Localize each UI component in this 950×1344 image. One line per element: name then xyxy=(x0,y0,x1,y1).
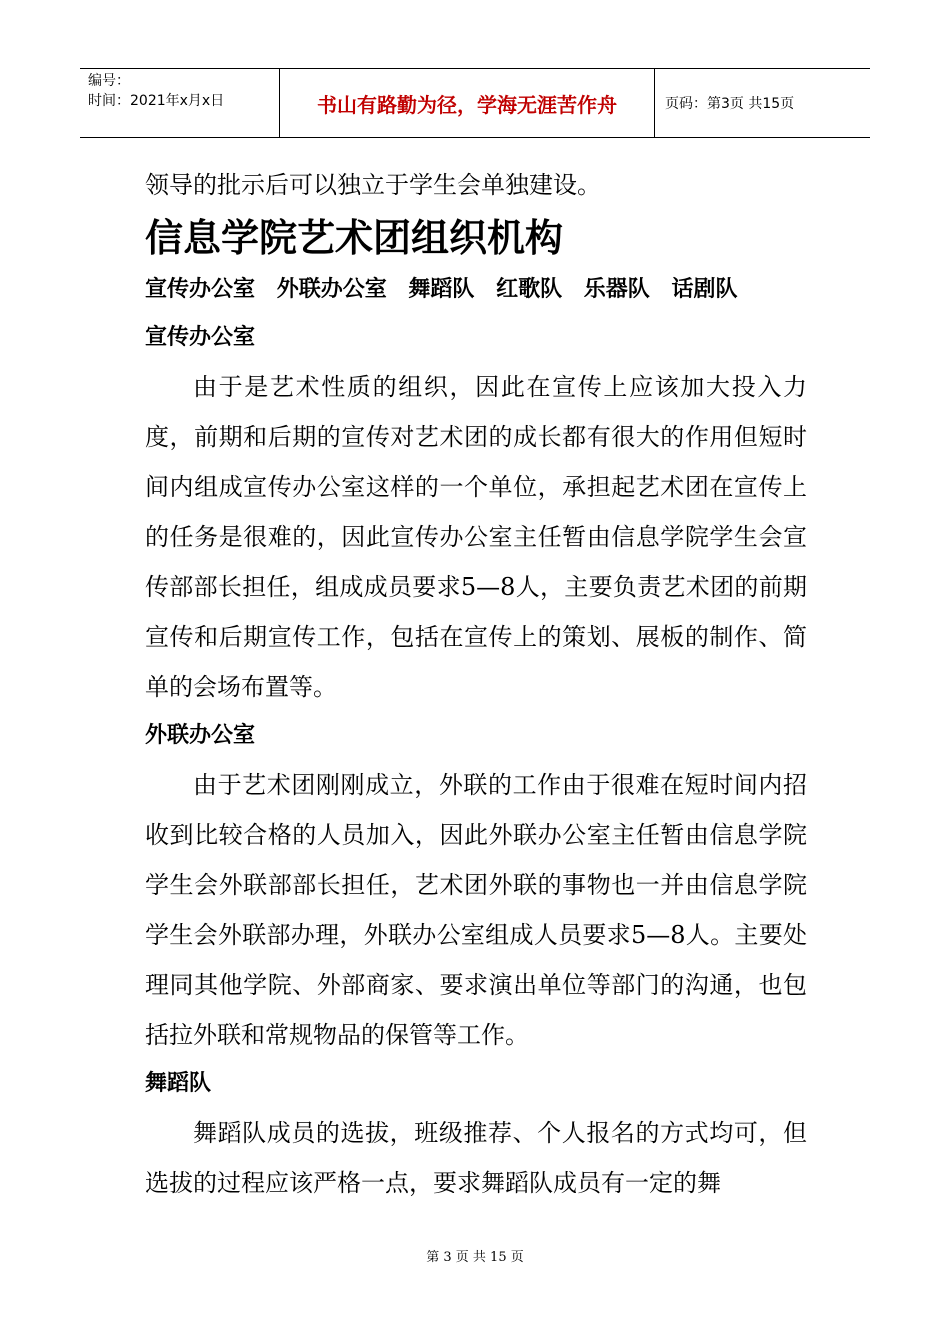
department-list xyxy=(145,266,807,314)
section-text-publicity: 由于是艺术性质的组织，因此在宣传上应该加大投入力度，前期和后期的宣传对艺术团的成长都有很大的作用但短时间内组成宣传办公室这样的一个单位，承担起艺术团在宣传上的任务是很难的，因此宣传办公室主任暂由信息学院学生会宣传部部长担任，组成成员要求5—8人，主要负责艺术团的前期宣传和后期宣传工作，包括在宣传上的策划、展板的制作、简单的会场布置等。 xyxy=(145,373,807,701)
department-item: 宣传办公室 xyxy=(145,277,256,302)
section-text-liaison: 由于艺术团刚刚成立，外联的工作由于很难在短时间内招收到比较合格的人员加入，因此外联办公室主任暂由信息学院学生会外联部部长担任，艺术团外联的事物也一并由信息学院学生会外联部办理，外联办公室组成人员要求5—8人。主要处理同其他学院、外部商家、要求演出单位等部门的沟通，也包括拉外联和常规物品的保管等工作。 xyxy=(145,771,807,1049)
page-title: 信息学院艺术团组织机构 xyxy=(145,216,564,260)
department-item: 话剧队 xyxy=(671,277,738,302)
header-meta xyxy=(80,69,280,137)
header-motto: 书山有路勤为径，学海无涯苦作舟 xyxy=(280,69,655,137)
department-item: 舞蹈队 xyxy=(408,277,475,302)
section-text-dance: 舞蹈队成员的选拔，班级推荐、个人报名的方式均可，但选拔的过程应该严格一点，要求舞蹈队成员有一定的舞 xyxy=(145,1119,807,1197)
section-heading-publicity: 宣传办公室 xyxy=(145,325,256,350)
section-heading-dance: 舞蹈队 xyxy=(145,1071,212,1096)
department-item: 乐器队 xyxy=(583,277,650,302)
header-page-info: 页码：第3页 共15页 xyxy=(665,96,795,112)
document-number-label: 编号： xyxy=(88,73,130,89)
department-item: 外联办公室 xyxy=(276,277,387,302)
page-header xyxy=(80,68,870,138)
document-time-label: 时间：2021年x月x日 xyxy=(88,93,225,109)
department-item: 红歌队 xyxy=(496,277,563,302)
document-body xyxy=(145,160,807,1208)
section-heading-liaison: 外联办公室 xyxy=(145,723,256,748)
intro-paragraph-tail: 领导的批示后可以独立于学生会单独建设。 xyxy=(145,171,601,199)
page-footer: 第 3 页 共 15 页 xyxy=(426,1250,524,1265)
